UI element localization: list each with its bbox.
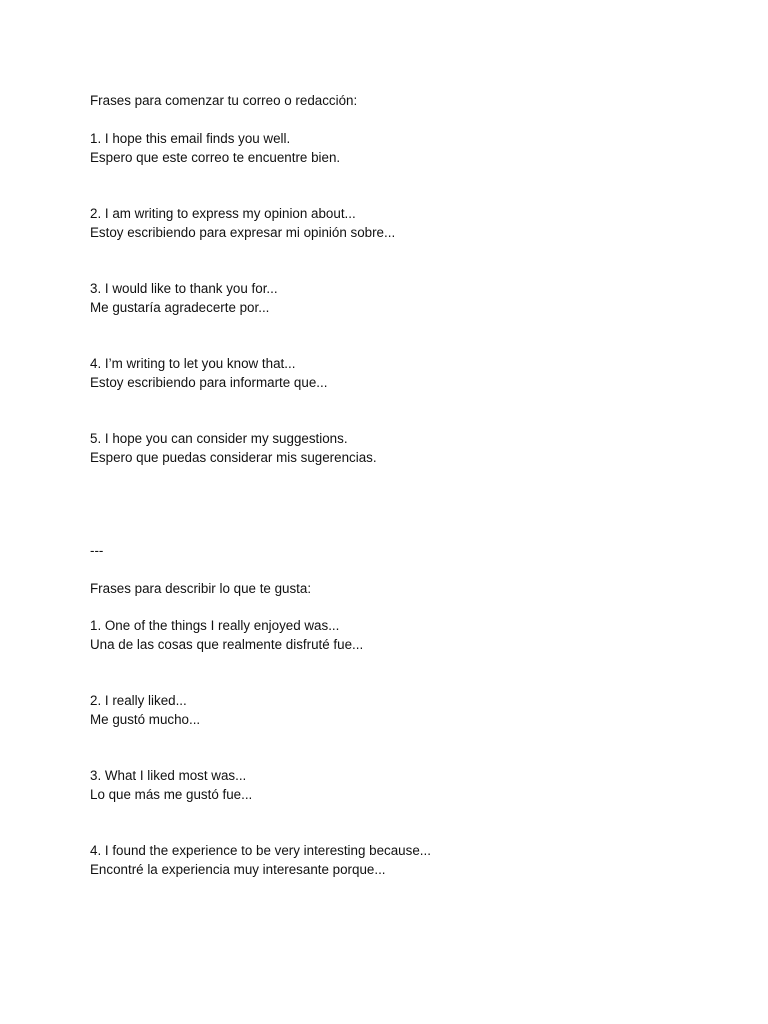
phrase-english: 5. I hope you can consider my suggestions. [90,431,348,446]
phrase-spanish: Estoy escribiendo para expresar mi opinión sobre... [90,225,396,240]
phrase-spanish: Espero que puedas considerar mis sugerencias. [90,450,377,465]
phrase-english: 4. I’m writing to let you know that... [90,356,296,371]
phrase-spanish: Me gustaría agradecerte por... [90,300,270,315]
phrase-english: 2. I really liked... [90,693,187,708]
phrase-spanish: Una de las cosas que realmente disfruté fue... [90,637,364,652]
phrase-spanish: Me gustó mucho... [90,712,201,727]
phrase-english: 3. I would like to thank you for... [90,281,278,296]
phrase-spanish: Lo que más me gustó fue... [90,787,253,802]
separator: --- [90,543,104,558]
phrase-english: 3. What I liked most was... [90,768,247,783]
phrase-spanish: Espero que este correo te encuentre bien. [90,150,341,165]
phrase-english: 1. I hope this email finds you well. [90,131,291,146]
section-heading: Frases para comenzar tu correo o redacción: [90,93,358,108]
phrase-spanish: Estoy escribiendo para informarte que... [90,375,328,390]
phrase-english: 4. I found the experience to be very interesting because... [90,843,431,858]
phrase-spanish: Encontré la experiencia muy interesante porque... [90,862,386,877]
phrase-english: 1. One of the things I really enjoyed was... [90,618,340,633]
section-heading: Frases para describir lo que te gusta: [90,581,312,596]
phrase-english: 2. I am writing to express my opinion about... [90,206,356,221]
